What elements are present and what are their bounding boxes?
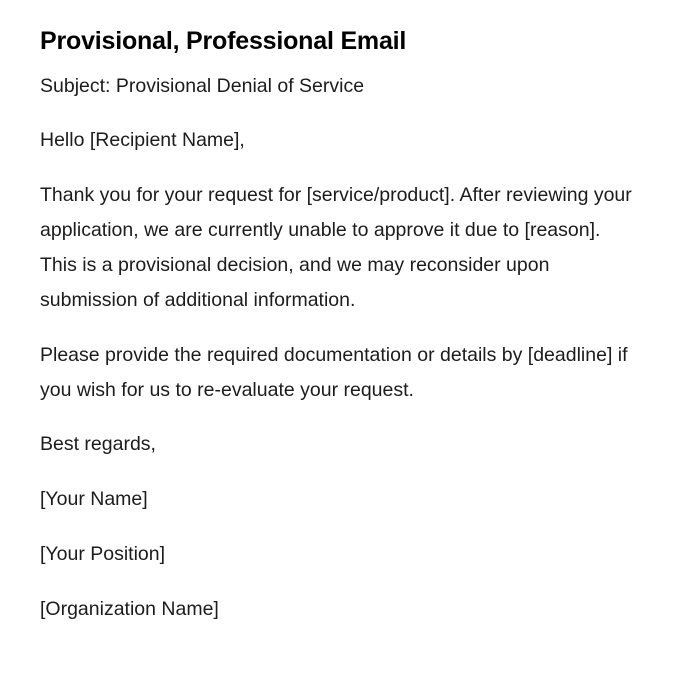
signature-position: [Your Position]	[40, 542, 166, 565]
signature-name: [Your Name]	[40, 487, 148, 510]
email-closing: Best regards,	[40, 433, 156, 456]
email-body-paragraph-2: Please provide the required documentation or details by [deadline] if you wish for us to re-evaluate your request.	[40, 343, 628, 402]
email-greeting: Hello [Recipient Name],	[40, 129, 245, 152]
signature-organization: [Organization Name]	[40, 598, 219, 621]
document-title: Provisional, Professional Email	[40, 27, 407, 55]
email-body-paragraph-1: Thank you for your request for [service/product]. After reviewing your application, we are currently unable to approve it due to [reason]. This is a provisional decision, and we may reconsider upon submission of additional information.	[40, 183, 632, 312]
email-subject-line: Subject: Provisional Denial of Service	[40, 75, 365, 97]
